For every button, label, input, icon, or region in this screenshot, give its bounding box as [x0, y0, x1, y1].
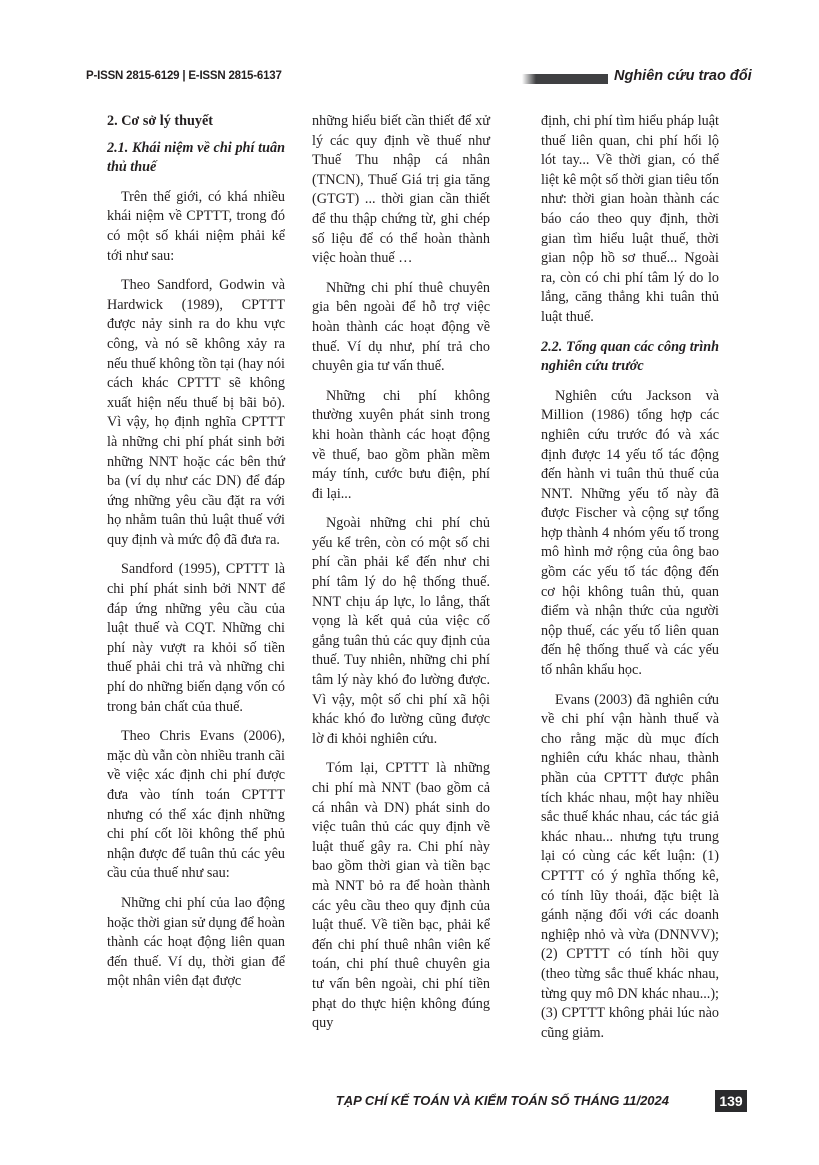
- paragraph: Những chi phí không thường xuyên phát sinh trong khi hoàn thành các hoạt động về thuế, bao gồm phần mềm máy tính, cước bưu điện, phí đi lại...: [312, 387, 490, 502]
- issn-label: P-ISSN 2815-6129 | E-ISSN 2815-6137: [86, 70, 282, 82]
- paragraph: Tóm lại, CPTTT là những chi phí mà NNT (bao gồm cả cá nhân và DN) phát sinh do việc tuân thủ các quy định về luật thuế gây ra. Chi phí này bao gồm thời gian và tiền bạc mà NNT bỏ ra để hoàn thành các yêu cầu theo quy định của luật thuế. Về tiền bạc, phải kể đến chi phí thuê nhân viên kế toán, chi phí thuê chuyên gia tư vấn bên ngoài, chi phí tiền phạt do thực hiện không đúng quy: [312, 760, 490, 1032]
- paragraph: những hiểu biết cần thiết để xử lý các quy định về thuế như Thuế Thu nhập cá nhân (TNCN), Thuế Giá trị gia tăng (GTGT) ... thời gian cần thiết để thu thập chứng từ, ghi chép số liệu để có thể hoàn thành việc hoàn thuế …: [312, 113, 490, 267]
- column-right: [541, 112, 719, 1053]
- paragraph: Evans (2003) đã nghiên cứu về chi phí vận hành thuế và cho rằng mặc dù mục đích nghiên cứu khác nhau, thành phần của CPTTT được phân tích khác nhau, một hay nhiều sắc thuế khác nhau, các tác giả khác nhau... nhưng tựu trung lại có cùng các kết luận: (1) CPTTT có ý nghĩa thống kê, có tính lũy thoái, đặc biệt là gánh nặng đối với các doanh nghiệp nhỏ và vừa (DNNVV); (2) CPTTT có tính hồi quy (theo từng sắc thuế khác nhau, từng quy mô DN khác nhau...); (3) CPTTT không phải lúc nào cũng giảm.: [541, 691, 719, 1041]
- paragraph: Nghiên cứu Jackson và Million (1986) tổng hợp các nghiên cứu trước đó và xác định được 14 yếu tố tác động đến hành vi tuân thủ thuế của NNT. Những yếu tố này đã được Fischer và cộng sự tổng hợp thành 4 nhóm yếu tố trong mô hình mở rộng của ông bao gồm các yếu tố tác động đến cơ hội không tuân thủ, quan điểm và nhận thức của người nộp thuế, các yếu tố liên quan đến hệ thống thuế và các yếu tố nhân khẩu học.: [541, 387, 719, 679]
- column-middle: [312, 112, 490, 1044]
- paragraph: Theo Sandford, Godwin và Hardwick (1989), CPTTT được nảy sinh ra do khu vực công, và nó sẽ không xảy ra nếu thuế không tồn tại (hay nói cách khác CPTTT sẽ không xuất hiện nếu thuế bị bãi bỏ). Vì vậy, họ định nghĩa CPTTT là những chi phí phát sinh bởi những NNT hoặc các bên thứ ba (ví dụ như các DN) để đáp ứng những yêu cầu đặt ra với họ nhằm tuân thủ luật thuế với quy định và mức độ đã đưa ra.: [107, 277, 285, 548]
- page-header: [0, 0, 819, 110]
- paragraph: định, chi phí tìm hiểu pháp luật thuế liên quan, chi phí hối lộ lót tay... Về thời gian, có thể liệt kê một số thời gian tiêu tốn như: thời gian hoàn thành các báo cáo theo quy định, thời gian tìm hiểu luật thuế, thời gian nộp hồ sơ thuế... Ngoài ra, còn có chi phí tâm lý do lo lắng, căng thẳng khi tuân thủ luật thuế.: [541, 113, 719, 325]
- paragraph: Trên thế giới, có khá nhiều khái niệm về CPTTT, trong đó có một số khái niệm phải kể tới như sau:: [107, 188, 285, 264]
- subsection-heading: 2.2. Tổng quan các công trình nghiên cứu trước: [541, 338, 719, 375]
- paragraph: Sandford (1995), CPTTT là chi phí phát sinh bởi NNT để đáp ứng những yêu cầu của luật thuế và CQT. Những chi phí này vượt ra khỏi số tiền thuế phải chi trả và những chi phí do những biến dạng vốn có trong bản chất của thuế.: [107, 561, 285, 715]
- section-title: Nghiên cứu trao đổi: [608, 68, 758, 84]
- paragraph: Ngoài những chi phí chủ yếu kể trên, còn có một số chi phí cần phải kể đến như chi phí tâm lý do hệ thống thuế. NNT chịu áp lực, lo lắng, thất vọng là kết quả của việc cố gắng tuân thủ các quy định của thuế. Tuy nhiên, những chi phí tâm lý này khó đo lường được. Vì vậy, một số chi phí xã hội khác khó đo lường cũng được lờ đi khỏi nghiên cứu.: [312, 515, 490, 747]
- paragraph: Theo Chris Evans (2006), mặc dù vẫn còn nhiều tranh cãi về việc xác định chi phí được đưa vào tính toán CPTTT nhưng có thể xác định những chi phí cốt lõi không thể phủ nhận được để tuân thủ các yêu cầu của thuế như sau:: [107, 728, 285, 882]
- subsection-heading: 2.1. Khái niệm về chi phí tuân thủ thuế: [107, 139, 285, 176]
- column-left: [107, 112, 285, 1002]
- page-number: 139: [715, 1090, 747, 1112]
- paragraph: Những chi phí thuê chuyên gia bên ngoài để hỗ trợ việc hoàn thành các hoạt động về thuế. Ví dụ như, phí trả cho chuyên gia tư vấn thuế.: [312, 279, 490, 375]
- paragraph: Những chi phí của lao động hoặc thời gian sử dụng để hoàn thành các hoạt động liên quan đến thuế. Ví dụ, thời gian để một nhân viên đạt được: [107, 894, 285, 990]
- section-heading: 2. Cơ sở lý thuyết: [107, 113, 213, 129]
- journal-title: TẠP CHÍ KẾ TOÁN VÀ KIỂM TOÁN SỐ THÁNG 11/2024: [335, 1093, 669, 1108]
- page-footer: [335, 1090, 714, 1114]
